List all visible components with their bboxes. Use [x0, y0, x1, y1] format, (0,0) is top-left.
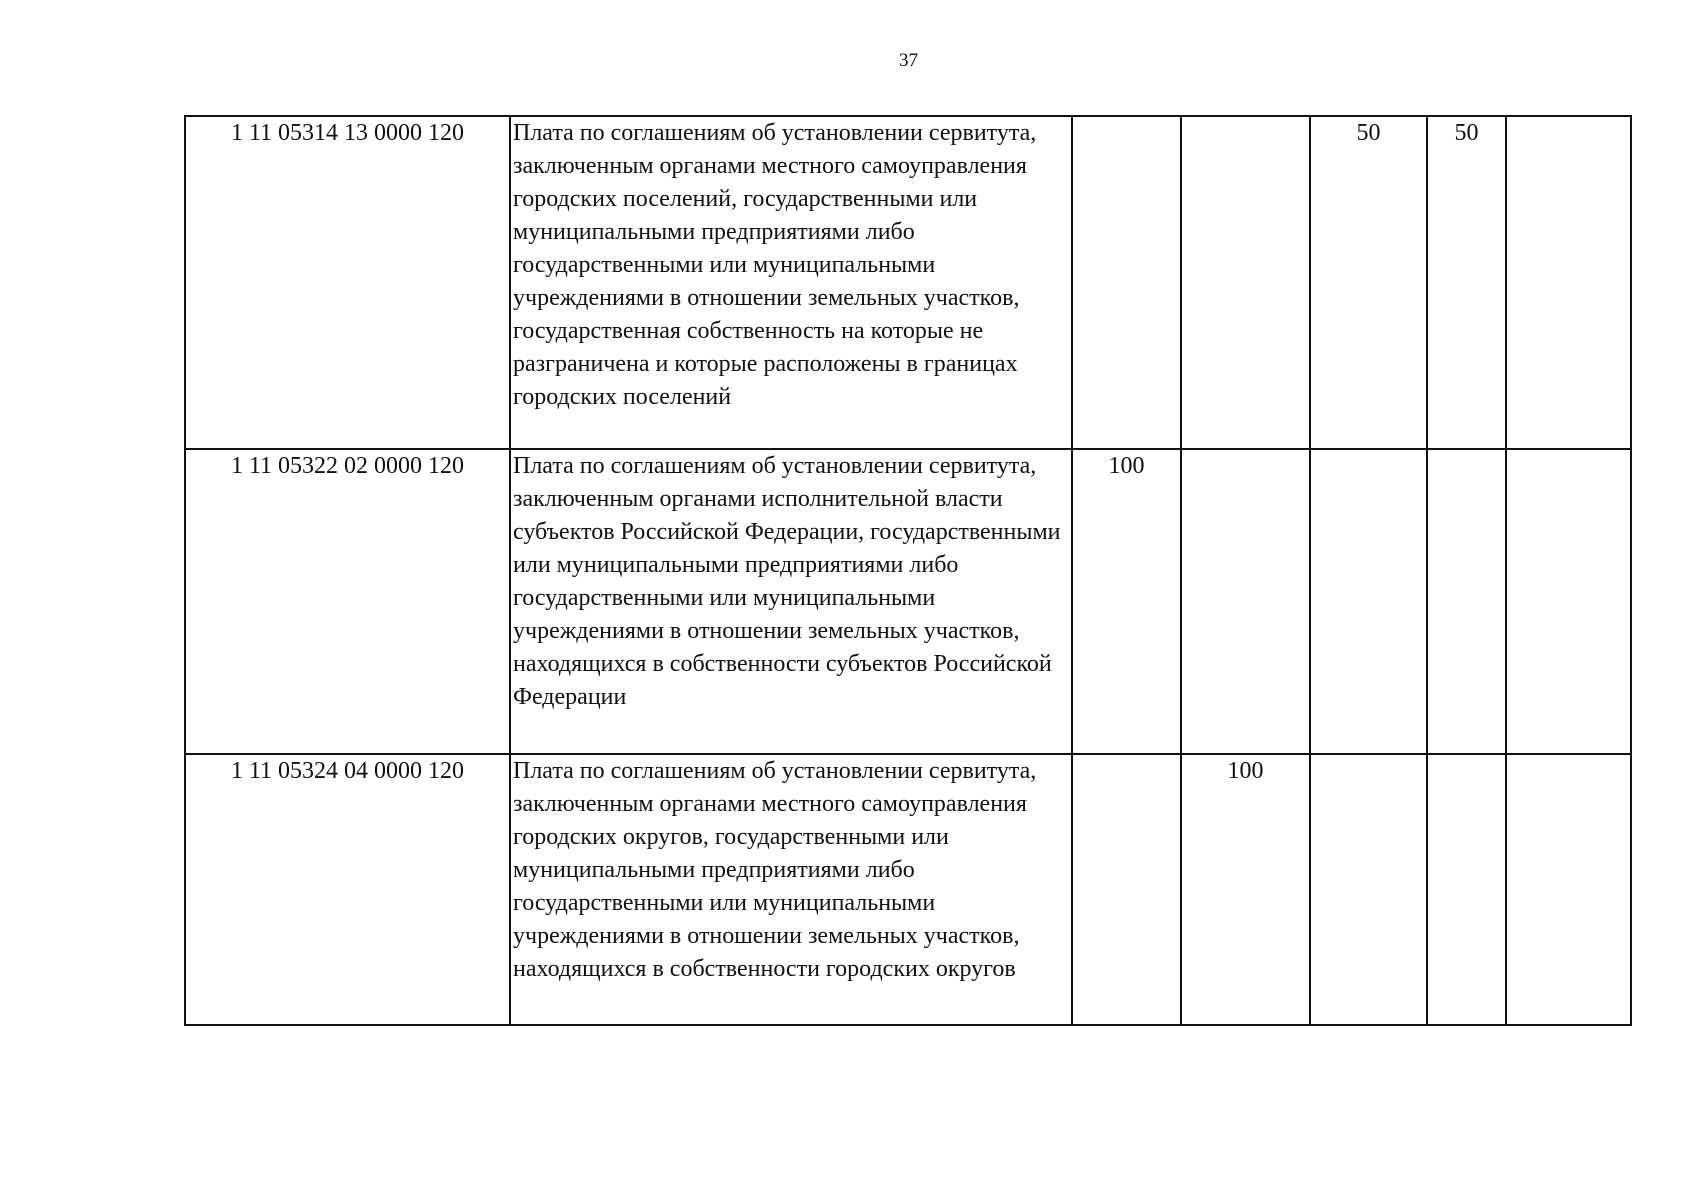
- description-cell: Плата по соглашениям об установлении сервитута, заключенным органами местного самоуправления городских поселений, государственными или муниципальными предприятиями либо государственными или муниципальными учреждениями в отношении земельных участков, государственная собственность на которые не разграничена и которые расположены в границах городских поселений: [510, 116, 1072, 449]
- budget-code-cell: 1 11 05314 13 0000 120: [185, 116, 510, 449]
- value-cell-5: [1506, 754, 1631, 1025]
- value-cell-3: [1310, 449, 1427, 754]
- table-row: [185, 449, 1631, 754]
- value-cell-3: 50: [1310, 116, 1427, 449]
- value-cell-2: [1181, 449, 1310, 754]
- value-cell-2: 100: [1181, 754, 1310, 1025]
- value-cell-1: 100: [1072, 449, 1181, 754]
- revenue-distribution-table: [184, 115, 1632, 1026]
- budget-code-cell: 1 11 05322 02 0000 120: [185, 449, 510, 754]
- page-number: 37: [899, 50, 918, 71]
- table-row: [185, 116, 1631, 449]
- description-cell: Плата по соглашениям об установлении сервитута, заключенным органами местного самоуправления городских округов, государственными или муниципальными предприятиями либо государственными или муниципальными учреждениями в отношении земельных участков, находящихся в собственности городских округов: [510, 754, 1072, 1025]
- value-cell-4: [1427, 754, 1506, 1025]
- value-cell-5: [1506, 116, 1631, 449]
- value-cell-4: [1427, 449, 1506, 754]
- value-cell-1: [1072, 116, 1181, 449]
- table-row: [185, 754, 1631, 1025]
- value-cell-5: [1506, 449, 1631, 754]
- value-cell-1: [1072, 754, 1181, 1025]
- budget-code-cell: 1 11 05324 04 0000 120: [185, 754, 510, 1025]
- value-cell-3: [1310, 754, 1427, 1025]
- value-cell-4: 50: [1427, 116, 1506, 449]
- value-cell-2: [1181, 116, 1310, 449]
- description-cell: Плата по соглашениям об установлении сервитута, заключенным органами исполнительной власти субъектов Российской Федерации, государственными или муниципальными предприятиями либо государственными или муниципальными учреждениями в отношении земельных участков, находящихся в собственности субъектов Российской Федерации: [510, 449, 1072, 754]
